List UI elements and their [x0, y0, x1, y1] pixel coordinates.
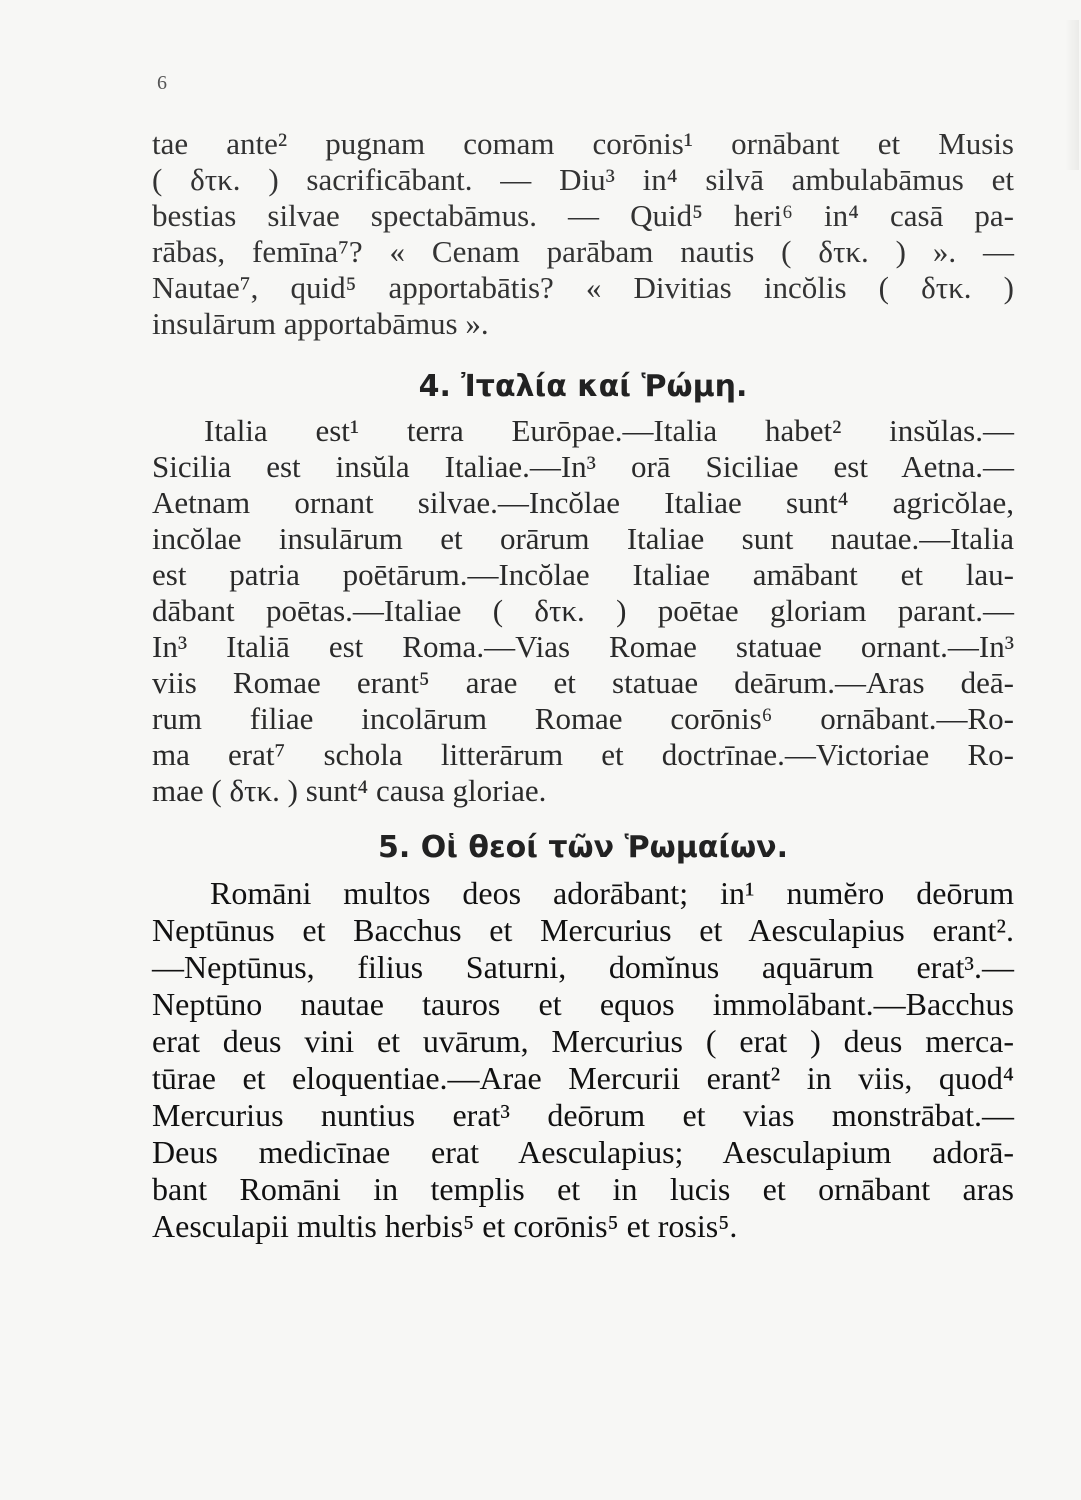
section-5-paragraph — [152, 875, 1014, 1245]
text-line: Aetnam ornant silvae.—Incŏlae Italiae sunt⁴ agricŏlae, — [152, 484, 1014, 520]
page-content — [152, 126, 1014, 1245]
text-line: rābas, femīna⁷? « Cenam parābam nautis ( δτκ. ) ». — — [152, 234, 1014, 269]
text-line: ma erat⁷ schola litterārum et doctrīnae.—Victoriae Ro- — [152, 736, 1014, 772]
text-line: rum filiae incolārum Romae corōnis⁶ ornābant.—Ro- — [152, 700, 1014, 736]
text-line: erat deus vini et uvārum, Mercurius ( erat ) deus merca- — [152, 1023, 1014, 1060]
text-line: incŏlae insulārum et orārum Italiae sunt nautae.—Italia — [152, 520, 1014, 556]
text-line: —Neptūnus, filius Saturni, domĭnus aquārum erat³.— — [152, 949, 1014, 986]
paragraph-continued — [152, 126, 1014, 342]
section-4-paragraph — [152, 413, 1014, 809]
text-line: Nautae⁷, quid⁵ apportabātis? « Divitias incŏlis ( δτκ. ) — [152, 270, 1014, 305]
text-line: ( δτκ. ) sacrificābant. — Diu³ in⁴ silvā ambulabāmus et — [152, 162, 1014, 197]
text-line: Sicilia est insŭla Italiae.—In³ orā Siciliae est Aetna.— — [152, 448, 1014, 484]
text-line: Mercurius nuntius erat³ deōrum et vias monstrābat.— — [152, 1097, 1014, 1134]
page-edge-shadow — [1065, 20, 1079, 170]
text-line: viis Romae erant⁵ arae et statuae deārum.—Aras deā- — [152, 664, 1014, 700]
text-line: In³ Italiā est Roma.—Vias Romae statuae ornant.—In³ — [152, 628, 1014, 664]
section-heading-4: 4. Ἰταλία καί Ῥώμη. — [418, 369, 748, 404]
text-line: Italia est¹ terra Eurōpae.—Italia habet² insŭlas.— — [204, 412, 1014, 448]
text-line: tae ante² pugnam comam corōnis¹ ornābant et Musis — [152, 126, 1014, 161]
text-line: dābant poētas.—Italiae ( δτκ. ) poētae gloriam parant.— — [152, 592, 1014, 628]
text-line: mae ( δτκ. ) sunt⁴ causa gloriae. — [152, 772, 547, 808]
text-line: est patria poētārum.—Incŏlae Italiae amābant et lau- — [152, 556, 1014, 592]
section-heading-5: 5. Οἱ θεοί τῶν Ῥωμαίων. — [377, 829, 788, 865]
text-line: Deus medicīnae erat Aesculapius; Aesculapium adorā- — [152, 1134, 1014, 1171]
text-line: tūrae et eloquentiae.—Arae Mercurii erant² in viis, quod⁴ — [152, 1060, 1014, 1097]
text-line: bestias silvae spectabāmus. — Quid⁵ heri⁶ in⁴ casā pa- — [152, 198, 1014, 233]
text-line: Romāni multos deos adorābant; in¹ numĕro deōrum — [210, 875, 1014, 912]
text-line: insulārum apportabāmus ». — [152, 306, 489, 341]
text-line: Neptūno nautae tauros et equos immolābant.—Bacchus — [152, 986, 1014, 1023]
text-line: Neptūnus et Bacchus et Mercurius et Aesculapius erant². — [152, 912, 1014, 949]
text-line: Aesculapii multis herbis⁵ et corōnis⁵ et rosis⁵. — [152, 1208, 738, 1245]
page-number: 6 — [157, 72, 167, 94]
text-line: bant Romāni in templis et in lucis et ornābant aras — [152, 1171, 1014, 1208]
